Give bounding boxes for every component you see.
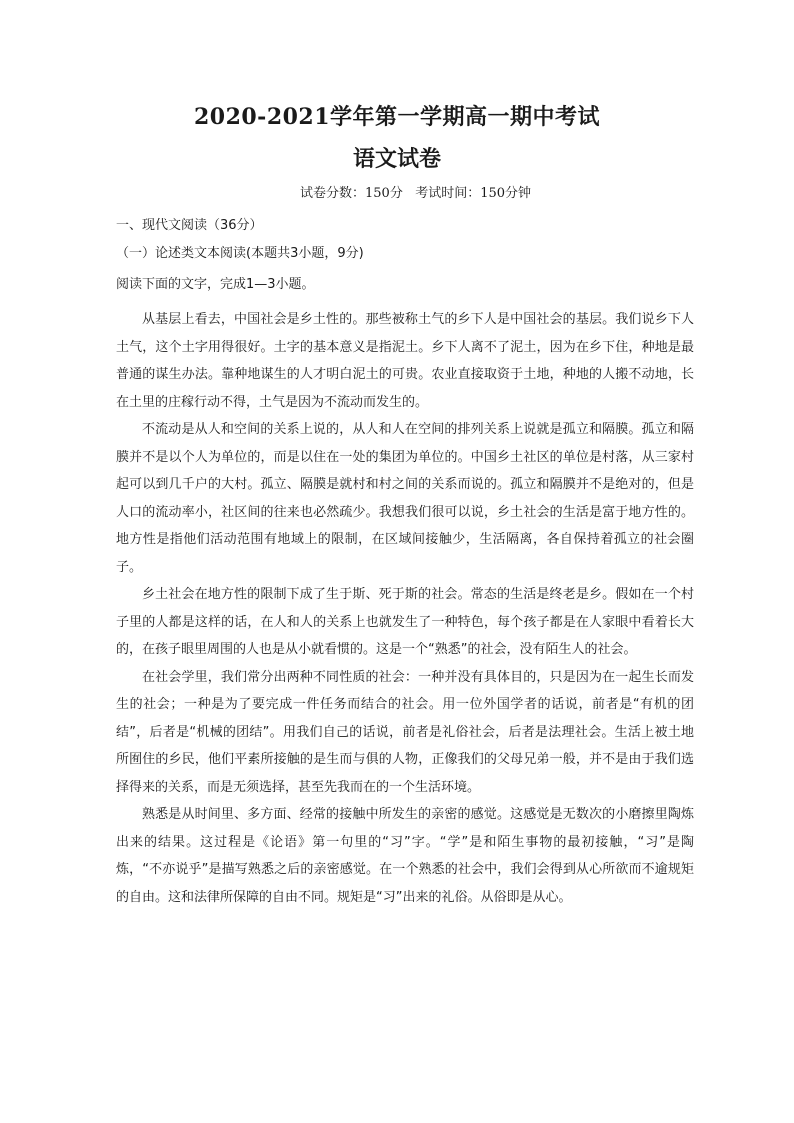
reading-passage xyxy=(116,306,694,911)
passage-paragraph: 乡土社会在地方性的限制下成了生于斯、死于斯的社会。常态的生活是终老是乡。假如在一个村子里的人都是这样的话，在人和人的关系上也就发生了一种特色，每个孩子都是在人家眼中看着长大的，在孩子眼里周围的人也是从小就看惯的。这是一个“熟悉”的社会，没有陌生人的社会。 xyxy=(116,587,694,657)
part-heading: （一）论述类文本阅读(本题共3小题，9分) xyxy=(116,246,364,261)
exam-subtitle: 语文试卷 xyxy=(352,146,441,172)
passage-paragraph: 从基层上看去，中国社会是乡土性的。那些被称土气的乡下人是中国社会的基层。我们说乡下人土气，这个土字用得很好。土字的基本意义是指泥土。乡下人离不了泥土，因为在乡下住，种地是最普通的谋生办法。靠种地谋生的人才明白泥土的可贵。农业直接取资于土地，种地的人搬不动地，长在土里的庄稼行动不得，土气是因为不流动而发生的。 xyxy=(116,312,694,410)
passage-paragraph: 熟悉是从时间里、多方面、经常的接触中所发生的亲密的感觉。这感觉是无数次的小磨擦里陶炼出来的结果。这过程是《论语》第一句里的“习”字。“学”是和陌生事物的最初接触，“习”是陶炼，“不亦说乎”是描写熟悉之后的亲密感觉。在一个熟悉的社会中，我们会得到从心所欲而不逾规矩的自由。这和法律所保障的自由不同。规矩是“习”出来的礼俗。从俗即是从心。 xyxy=(116,807,694,905)
reading-instruction: 阅读下面的文字，完成1—3小题。 xyxy=(116,277,315,292)
exam-title: 2020-2021学年第一学期高一期中考试 xyxy=(193,104,601,130)
exam-info: 试卷分数：150分 考试时间：150分钟 xyxy=(300,186,532,201)
section-heading: 一、现代文阅读（36分） xyxy=(116,218,263,233)
passage-paragraph: 不流动是从人和空间的关系上说的，从人和人在空间的排列关系上说就是孤立和隔膜。孤立和隔膜并不是以个人为单位的，而是以住在一处的集团为单位的。中国乡土社区的单位是村落，从三家村起可以到几千户的大村。孤立、隔膜是就村和村之间的关系而说的。孤立和隔膜并不是绝对的，但是人口的流动率小，社区间的往来也必然疏少。我想我们很可以说，乡土社会的生活是富于地方性的。地方性是指他们活动范围有地域上的限制，在区域间接触少，生活隔离，各自保持着孤立的社会圈子。 xyxy=(116,422,694,575)
passage-paragraph: 在社会学里，我们常分出两种不同性质的社会：一种并没有具体目的，只是因为在一起生长而发生的社会；一种是为了要完成一件任务而结合的社会。用一位外国学者的话说，前者是“有机的团结”，后者是“机械的团结”。用我们自己的话说，前者是礼俗社会，后者是法理社会。生活上被土地所囿住的乡民，他们平素所接触的是生而与俱的人物，正像我们的父母兄弟一般，并不是由于我们选择得来的关系，而是无须选择，甚至先我而在的一个生活环境。 xyxy=(116,669,694,795)
